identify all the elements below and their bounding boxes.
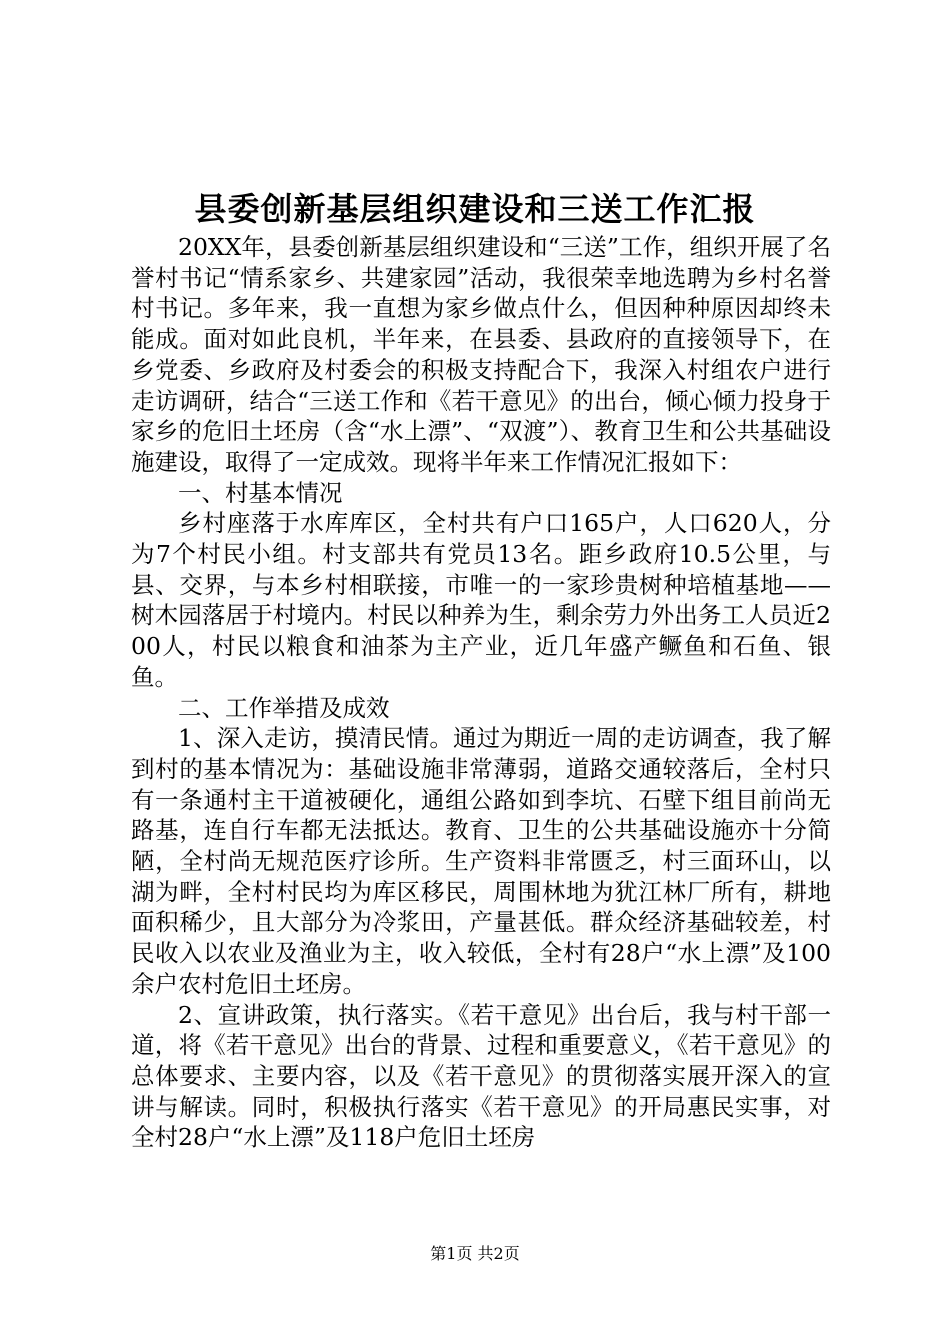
intro-paragraph: 20XX年，县委创新基层组织建设和“三送”工作，组织开展了名誉村书记“情系家乡、共建家园”活动，我很荣幸地选聘为乡村名誉村书记。多年来，我一直想为家乡做点什么，但因种种原因却终未能成。面对如此良机，半年来，在县委、县政府的直接领导下，在乡党委、乡政府及村委会的积极支持配合下，我深入村组农户进行走访调研，结合“三送工作和《若干意见》的出台，倾心倾力投身于家乡的危旧土坯房（含“水上漂”、“双渡”）、教育卫生和公共基础设施建设，取得了一定成效。现将半年来工作情况汇报如下：	[131, 233, 831, 476]
section-heading-basic-info: 一、村基本情况	[178, 478, 343, 507]
document-body	[131, 232, 831, 1153]
page-footer: 第1页 共2页	[430, 1244, 520, 1263]
measure-item-1-paragraph: 1、深入走访，摸清民情。通过为期近一周的走访调查，我了解到村的基本情况为：基础设施非常薄弱，道路交通较落后，全村只有一条通村主干道被硬化，通组公路如到李坑、石壁下组目前尚无路基，连自行车都无法抵达。教育、卫生的公共基础设施亦十分简陋，全村尚无规范医疗诊所。生产资料非常匮乏，村三面环山，以湖为畔，全村村民均为库区移民，周围林地为犹江林厂所有，耕地面积稀少，且大部分为冷浆田，产量甚低。群众经济基础较差，村民收入以农业及渔业为主，收入较低，全村有28户“水上漂”及100余户农村危旧土坯房。	[131, 724, 831, 998]
measure-item-2-paragraph: 2、宣讲政策，执行落实。《若干意见》出台后，我与村干部一道，将《若干意见》出台的背景、过程和重要意义，《若干意见》的总体要求、主要内容，以及《若干意见》的贯彻落实展开深入的宣讲与解读。同时，积极执行落实《若干意见》的开局惠民实事，对全村28户“水上漂”及118户危旧土坯房	[131, 1000, 831, 1152]
document-title: 县委创新基层组织建设和三送工作汇报	[194, 190, 756, 228]
section-heading-measures: 二、工作举措及成效	[178, 693, 390, 722]
village-info-paragraph: 乡村座落于水库库区，全村共有户口165户，人口620人，分为7个村民小组。村支部共有党员13名。距乡政府10.5公里，与县、交界，与本乡村相联接，市唯一的一家珍贵树种培植基地——树木园落居于村境内。村民以种养为生，剩余劳力外出务工人员近200人，村民以粮食和油茶为主产业，近几年盛产鳜鱼和石鱼、银鱼。	[131, 509, 831, 691]
